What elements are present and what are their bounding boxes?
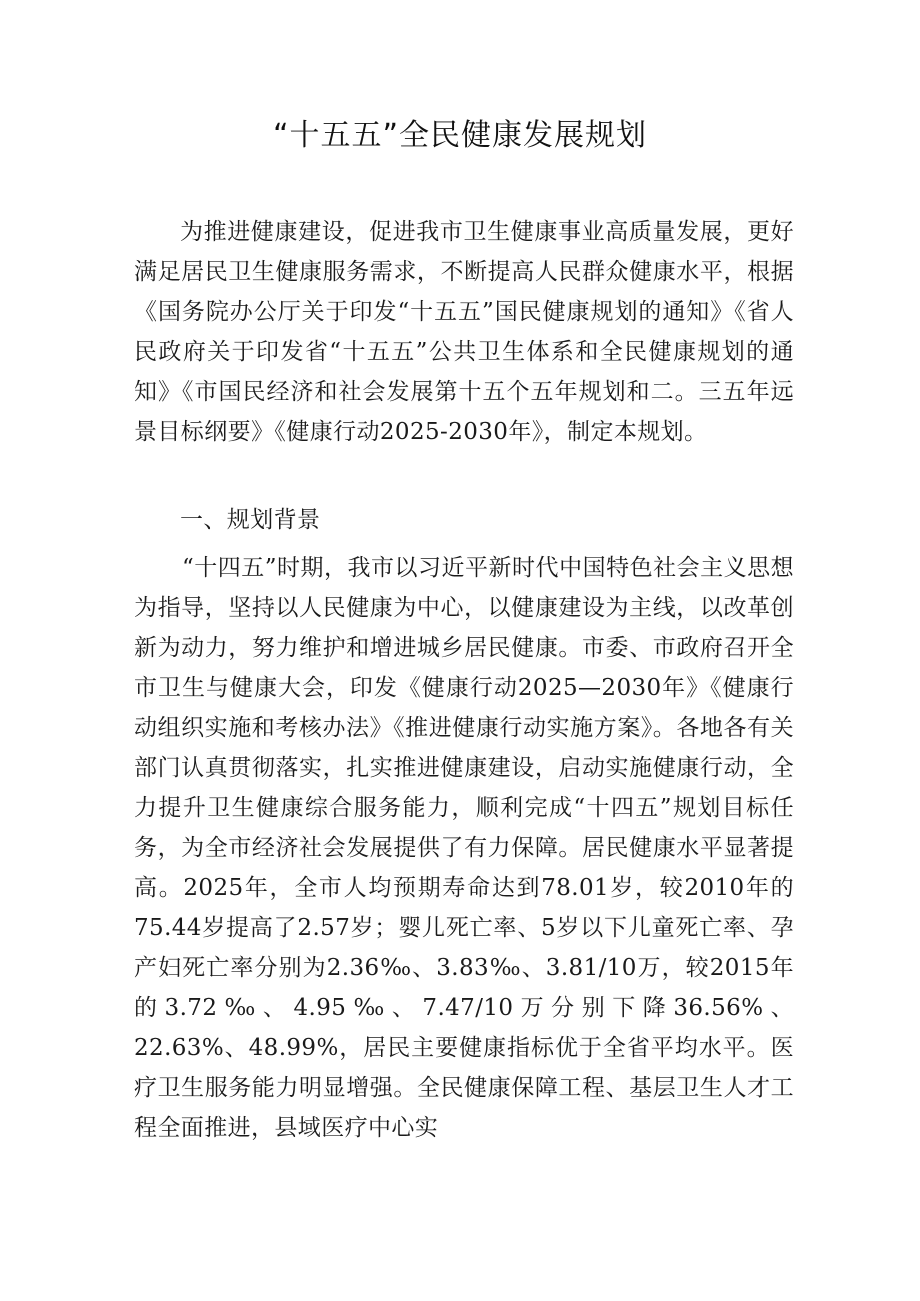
background-paragraph: “十四五”时期，我市以习近平新时代中国特色社会主义思想为指导，坚持以人民健康为中心，以健康建设为主线，以改革创新为动力，努力维护和增进城乡居民健康。市委、市政府召开全市卫生与健康大会，印发《健康行动2025—2030年》《健康行动组织实施和考核办法》《推进健康行动实施方案》。各地各有关部门认真贯彻落实，扎实推进健康建设，启动实施健康行动，全力提升卫生健康综合服务能力，顺利完成“十四五”规划目标任务，为全市经济社会发展提供了有力保障。居民健康水平显著提高。2025年，全市人均预期寿命达到78.01岁，较2010年的75.44岁提高了2.57岁；婴儿死亡率、5岁以下儿童死亡率、孕产妇死亡率分别为2.36‰、3.83‰、3.81/10万，较2015年的3.72‰、4.95‰、7.47/10万分别下降36.56%、22.63%、48.99%，居民主要健康指标优于全省平均水平。医疗卫生服务能力明显增强。全民健康保障工程、基层卫生人才工程全面推进，县域医疗中心实 <box>134 555 794 1141</box>
intro-paragraph: 为推进健康建设，促进我市卫生健康事业高质量发展，更好满足居民卫生健康服务需求，不断提高人民群众健康水平，根据《国务院办公厅关于印发“十五五”国民健康规划的通知》《省人民政府关于印发省“十五五”公共卫生体系和全民健康规划的通知》《市国民经济和社会发展第十五个五年规划和二。三五年远景目标纲要》《健康行动2025-2030年》，制定本规划。 <box>134 219 794 445</box>
section-heading: 一、规划背景 <box>180 507 321 533</box>
document-title: “十五五”全民健康发展规划 <box>272 118 648 153</box>
